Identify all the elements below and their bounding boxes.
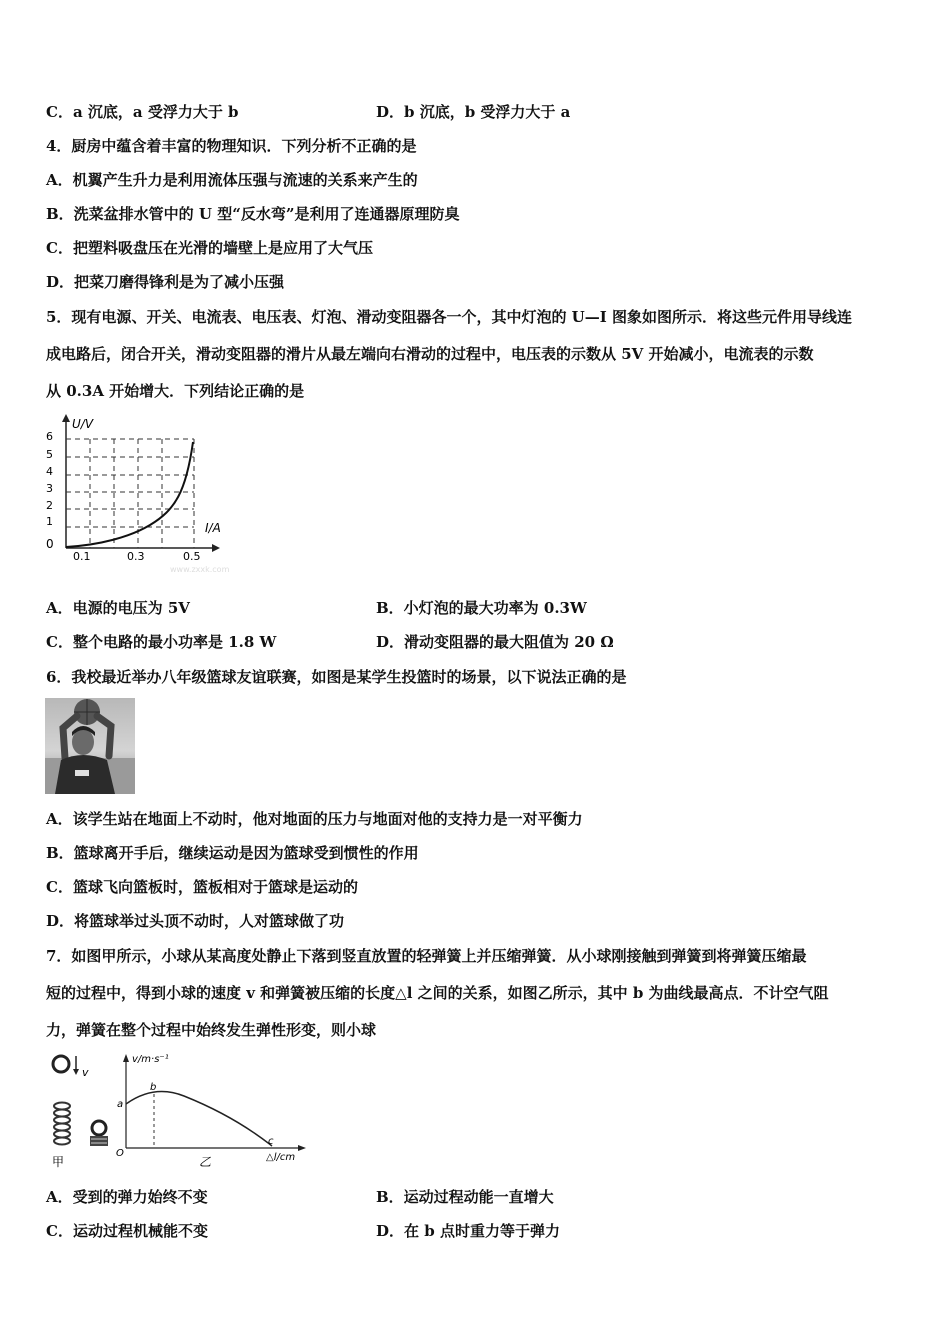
q5-ui-graph bbox=[40, 412, 290, 582]
q5-graph-origin: 0 bbox=[46, 537, 54, 551]
q7-graph-ylabel: v/m·s⁻¹ bbox=[132, 1054, 169, 1065]
q5-graph-watermark: www.zxxk.com bbox=[170, 565, 230, 574]
q4-option-d: D．把菜刀磨得锋利是为了减小压强 bbox=[46, 273, 285, 291]
q5-graph-xtick: 0.1 bbox=[73, 550, 91, 563]
q5-graph-ytick: 1 bbox=[46, 515, 53, 528]
q5-graph-x-arrow bbox=[212, 544, 220, 552]
q6-option-a: A．该学生站在地面上不动时，他对地面的压力与地面对他的支持力是一对平衡力 bbox=[46, 810, 583, 828]
q7-graph-curve bbox=[126, 1092, 272, 1147]
q5-graph-ytick: 4 bbox=[46, 465, 53, 478]
q5-graph-xtick: 0.5 bbox=[183, 550, 201, 563]
q7-graph-point-b: b bbox=[150, 1082, 157, 1093]
spring-icon bbox=[54, 1103, 70, 1145]
q5-option-b: B．小灯泡的最大功率为 0.3W bbox=[376, 599, 587, 617]
q7-graph-xlabel: △l/cm bbox=[266, 1152, 296, 1163]
q7-graph-origin: O bbox=[116, 1148, 124, 1159]
q5-option-a: A．电源的电压为 5V bbox=[46, 599, 190, 617]
q3-option-c: C．a 沉底，a 受浮力大于 b bbox=[46, 103, 239, 121]
q5-stem-line1: 5．现有电源、开关、电流表、电压表、灯泡、滑动变阻器各一个，其中灯泡的 U—I 图象如图所示．将这些元件用导线连 bbox=[46, 308, 852, 326]
q7-fig-v-label: v bbox=[82, 1066, 89, 1079]
q5-graph-grid bbox=[66, 439, 194, 548]
q6-stem: 6．我校最近举办八年级篮球友谊联赛，如图是某学生投篮时的场景，以下说法正确的是 bbox=[46, 668, 627, 686]
q5-graph-ytick: 5 bbox=[46, 448, 53, 461]
q5-option-c: C．整个电路的最小功率是 1.8 W bbox=[46, 633, 277, 651]
q7-fig-caption-yi: 乙 bbox=[199, 1155, 212, 1169]
q7-option-c: C．运动过程机械能不变 bbox=[46, 1222, 208, 1240]
q6-option-c: C．篮球飞向篮板时，篮板相对于篮球是运动的 bbox=[46, 878, 358, 896]
q6-option-b: B．篮球离开手后，继续运动是因为篮球受到惯性的作用 bbox=[46, 844, 419, 862]
q6-option-d: D．将篮球举过头顶不动时，人对篮球做了功 bbox=[46, 912, 345, 930]
q6-basketball-photo bbox=[45, 698, 135, 794]
q7-fig-caption-jia: 甲 bbox=[52, 1155, 65, 1169]
q4-stem: 4．厨房中蕴含着丰富的物理知识．下列分析不正确的是 bbox=[46, 137, 417, 155]
q5-graph-xlabel: I/A bbox=[205, 521, 221, 535]
q4-option-c: C．把塑料吸盘压在光滑的墙壁上是应用了大气压 bbox=[46, 239, 373, 257]
q5-graph-ylabel: U/V bbox=[72, 417, 94, 431]
q5-graph-ytick: 2 bbox=[46, 499, 53, 512]
q7-graph-point-a: a bbox=[117, 1099, 124, 1110]
q5-graph-curve bbox=[66, 442, 193, 547]
compressed-spring-icon bbox=[90, 1121, 108, 1146]
q7-option-d: D．在 b 点时重力等于弹力 bbox=[376, 1222, 560, 1240]
q5-stem-line2: 成电路后，闭合开关，滑动变阻器的滑片从最左端向右滑动的过程中，电压表的示数从 5V 开始减小，电流表的示数 bbox=[46, 345, 814, 363]
q7-stem-line2: 短的过程中，得到小球的速度 v 和弹簧被压缩的长度△l 之间的关系，如图乙所示，其中 b 为曲线最高点．不计空气阻 bbox=[46, 984, 829, 1002]
q7-figure bbox=[44, 1050, 314, 1176]
ball-icon bbox=[53, 1056, 69, 1072]
q5-option-d: D．滑动变阻器的最大阻值为 20 Ω bbox=[376, 633, 614, 651]
q5-graph-ytick: 3 bbox=[46, 482, 53, 495]
q7-graph-point-c: c bbox=[268, 1136, 274, 1147]
q5-stem-line3: 从 0.3A 开始增大．下列结论正确的是 bbox=[46, 382, 305, 400]
q5-graph-ytick: 6 bbox=[46, 430, 53, 443]
q3-option-d: D．b 沉底，b 受浮力大于 a bbox=[376, 103, 571, 121]
q5-graph-xtick: 0.3 bbox=[127, 550, 145, 563]
q5-graph-y-arrow bbox=[62, 414, 70, 422]
q7-stem-line1: 7．如图甲所示，小球从某高度处静止下落到竖直放置的轻弹簧上并压缩弹簧．从小球刚接触到弹簧到将弹簧压缩最 bbox=[46, 947, 807, 965]
q4-option-b: B．洗菜盆排水管中的 U 型“反水弯”是利用了连通器原理防臭 bbox=[46, 205, 460, 223]
q4-option-a: A．机翼产生升力是利用流体压强与流速的关系来产生的 bbox=[46, 171, 418, 189]
q7-option-a: A．受到的弹力始终不变 bbox=[46, 1188, 208, 1206]
q7-option-b: B．运动过程动能一直增大 bbox=[376, 1188, 554, 1206]
q7-stem-line3: 力，弹簧在整个过程中始终发生弹性形变，则小球 bbox=[46, 1021, 377, 1039]
